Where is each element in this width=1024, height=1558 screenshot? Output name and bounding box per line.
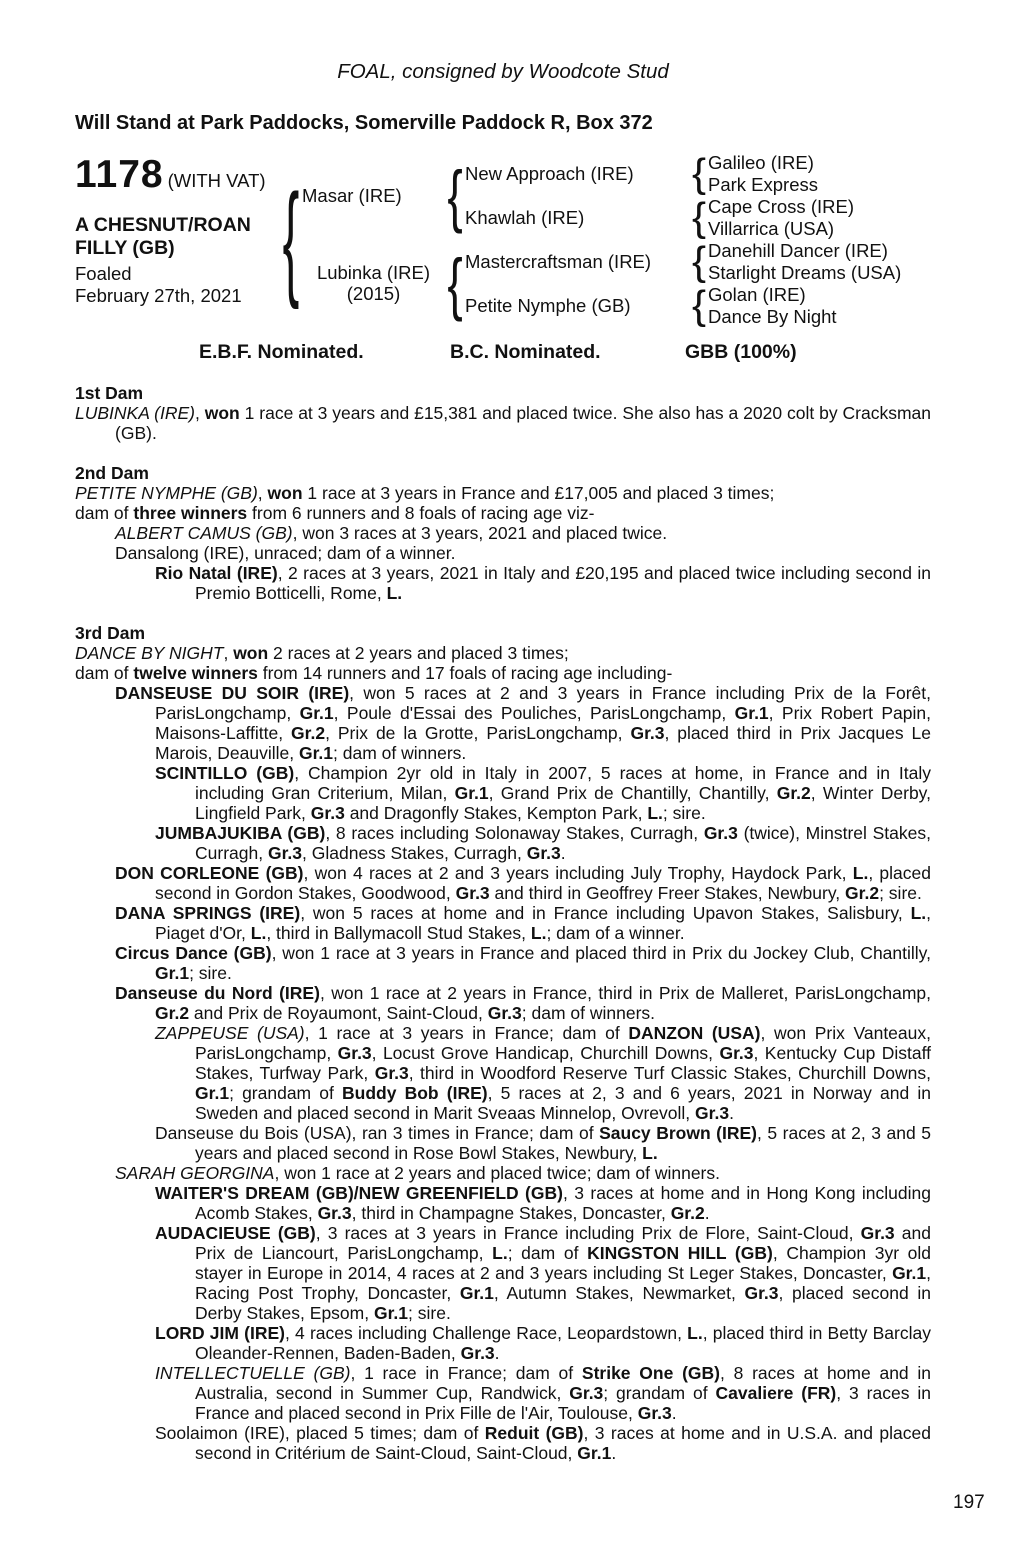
text-run: L. bbox=[687, 1323, 703, 1343]
text-run: Danseuse du Nord (IRE) bbox=[115, 983, 320, 1003]
brace-glyph: { bbox=[691, 282, 707, 327]
text-run: . bbox=[494, 1343, 500, 1363]
gp-brace-3 bbox=[690, 239, 708, 283]
text-run: . bbox=[611, 1443, 617, 1463]
text-run: Saucy Brown (IRE) bbox=[599, 1123, 758, 1143]
text-run: dam of bbox=[75, 663, 134, 683]
text-run: Soolaimon (IRE), placed 5 times; dam of bbox=[155, 1423, 485, 1443]
text-run: Gr.3 bbox=[569, 1383, 604, 1403]
text-run: Gr.3 bbox=[637, 1403, 672, 1423]
gp-brace-2 bbox=[690, 195, 708, 239]
pedigree-paragraph bbox=[75, 663, 931, 683]
ggp-cell bbox=[708, 196, 931, 217]
text-run: won bbox=[267, 483, 303, 503]
ggp-name: Park Express bbox=[708, 173, 819, 195]
text-run: twelve winners bbox=[133, 663, 258, 683]
dam-year: (2015) bbox=[346, 283, 401, 304]
pedigree-paragraph bbox=[75, 1023, 931, 1123]
text-run: L. bbox=[642, 1143, 658, 1163]
main-brace bbox=[280, 151, 302, 327]
text-run: L. bbox=[852, 863, 869, 883]
text-run: Gr.1 bbox=[373, 1303, 409, 1323]
text-run: Gr.3 bbox=[526, 843, 561, 863]
ggp-cell bbox=[708, 218, 931, 239]
ggp-name: Danehill Dancer (IRE) bbox=[708, 239, 888, 261]
pedigree-sections bbox=[75, 383, 931, 1463]
pedigree-paragraph bbox=[75, 683, 931, 763]
text-run: ; sire. bbox=[189, 963, 232, 983]
text-run: Gr.1 bbox=[155, 963, 190, 983]
ggp-name: Starlight Dreams (USA) bbox=[708, 261, 902, 283]
sire-dam-name: Khawlah (IRE) bbox=[465, 206, 585, 228]
text-run: , won 3 races at 3 years, 2021 and placed twice. bbox=[292, 523, 668, 543]
dam-cell bbox=[302, 262, 445, 304]
text-run: , Gladness Stakes, Curragh, bbox=[302, 843, 527, 863]
pedigree-paragraph bbox=[75, 403, 931, 443]
text-run: Strike One (GB) bbox=[581, 1363, 720, 1383]
text-run: ALBERT CAMUS (GB) bbox=[115, 523, 293, 543]
text-run: three winners bbox=[133, 503, 248, 523]
pedigree-table bbox=[75, 151, 931, 327]
text-run: , Prix de la Grotte, ParisLongchamp, bbox=[325, 723, 631, 743]
text-run: Gr.1 bbox=[299, 703, 334, 723]
nominations-line bbox=[75, 341, 931, 363]
sire-cell bbox=[302, 185, 445, 206]
text-run: ; dam of bbox=[507, 1243, 588, 1263]
brace-glyph: { bbox=[447, 244, 463, 322]
text-run: Gr.1 bbox=[892, 1263, 927, 1283]
brace-glyph: { bbox=[691, 238, 707, 283]
lot-description bbox=[75, 214, 280, 260]
brace-glyph: { bbox=[447, 156, 463, 234]
text-run: won bbox=[233, 643, 269, 663]
text-run: Gr.3 bbox=[337, 1043, 372, 1063]
text-run: ; dam of a winner. bbox=[546, 923, 685, 943]
text-run: , won 5 races at home and in France including Upavon Stakes, Salisbury, bbox=[300, 903, 911, 923]
gp-brace-4 bbox=[690, 283, 708, 327]
text-run: Dansalong (IRE), unraced; dam of a winner. bbox=[115, 543, 456, 563]
text-run: L. bbox=[250, 923, 267, 943]
brace-glyph: { bbox=[691, 194, 707, 239]
text-run: , won Prix Vanteaux, ParisLongchamp, bbox=[195, 1023, 931, 1063]
text-run: Gr.1 bbox=[298, 743, 334, 763]
text-run: ZAPPEUSE (USA) bbox=[155, 1023, 305, 1043]
ggp-cell bbox=[708, 306, 931, 327]
text-run: WAITER'S DREAM (GB)/NEW GREENFIELD (GB) bbox=[155, 1183, 563, 1203]
text-run: ; grandam of bbox=[229, 1083, 343, 1103]
text-run: 1 race at 3 years and £15,381 and placed twice. She also has a 2020 colt by Cracksman (GB). bbox=[115, 403, 931, 443]
pedigree-paragraph bbox=[75, 983, 931, 1023]
lot-number-line bbox=[75, 153, 280, 197]
lot-description-line2: FILLY (GB) bbox=[75, 237, 175, 259]
text-run: , bbox=[257, 483, 268, 503]
text-run: Gr.3 bbox=[487, 1003, 522, 1023]
text-run: ; grandam of bbox=[603, 1383, 716, 1403]
text-run: JUMBAJUKIBA (GB) bbox=[155, 823, 326, 843]
text-run: , Champion 3yr old stayer in Europe in 2014, 4 races at 2 and 3 years including St Leger Stakes, Doncaster, bbox=[195, 1243, 931, 1283]
ggp-cell bbox=[708, 284, 931, 305]
bc-nomination: B.C. Nominated. bbox=[450, 341, 601, 363]
text-run: ; dam of winners. bbox=[333, 743, 467, 763]
sire-brace bbox=[445, 151, 465, 239]
text-run: L. bbox=[647, 803, 663, 823]
text-run: Gr.3 bbox=[630, 723, 665, 743]
ggp-cell bbox=[708, 262, 931, 283]
text-run: , won 1 race at 3 years in France and placed third in Prix du Jockey Club, Chantilly, bbox=[271, 943, 931, 963]
text-run: ; sire. bbox=[662, 803, 706, 823]
text-run: and third in Geoffrey Freer Stakes, Newbury, bbox=[489, 883, 846, 903]
text-run: Gr.3 bbox=[744, 1283, 779, 1303]
lot-number: 1178 bbox=[75, 153, 164, 196]
ggp-cell bbox=[708, 174, 931, 195]
text-run: Gr.3 bbox=[860, 1223, 895, 1243]
ggp-name: Galileo (IRE) bbox=[708, 151, 814, 173]
section-heading: 1st Dam bbox=[75, 383, 144, 403]
pedigree-paragraph bbox=[75, 563, 931, 603]
text-run: ; dam of winners. bbox=[521, 1003, 656, 1023]
pedigree-paragraph bbox=[75, 863, 931, 903]
text-run: KINGSTON HILL (GB) bbox=[587, 1243, 773, 1263]
text-run: , Grand Prix de Chantilly, Chantilly, bbox=[488, 783, 777, 803]
text-run: Gr.2 bbox=[776, 783, 811, 803]
text-run: Gr.2 bbox=[155, 1003, 190, 1023]
text-run: , third in Champagne Stakes, Doncaster, bbox=[351, 1203, 671, 1223]
text-run: , 3 races at 3 years in France including Prix de Flore, Saint-Cloud, bbox=[315, 1223, 861, 1243]
text-run: L. bbox=[386, 583, 403, 603]
text-run: Gr.2 bbox=[670, 1203, 705, 1223]
pedigree-paragraph bbox=[75, 1323, 931, 1363]
text-run: . bbox=[704, 1203, 710, 1223]
text-run: , Champion 2yr old in Italy in 2007, 5 races at home, in France and in Italy including Gran Criterium, Milan, bbox=[195, 763, 931, 803]
text-run: Gr.1 bbox=[195, 1083, 230, 1103]
text-run: Gr.3 bbox=[695, 1103, 730, 1123]
text-run: , Piaget d'Or, bbox=[155, 903, 931, 943]
foaled-label: Foaled bbox=[75, 263, 132, 284]
sire-sire-cell bbox=[465, 163, 690, 184]
text-run: ; sire. bbox=[408, 1303, 451, 1323]
text-run: DANA SPRINGS (IRE) bbox=[115, 903, 301, 923]
text-run: , Prix Robert Papin, Maisons-Laffitte, bbox=[155, 703, 931, 743]
pedigree-paragraph bbox=[75, 483, 931, 503]
text-run: PETITE NYMPHE (GB) bbox=[75, 483, 258, 503]
ggp-cell bbox=[708, 152, 931, 173]
text-run: , third in Ballymacoll Stud Stakes, bbox=[266, 923, 531, 943]
brace-glyph: { bbox=[691, 150, 707, 195]
ggp-name: Golan (IRE) bbox=[708, 283, 806, 305]
ggp-name: Villarrica (USA) bbox=[708, 217, 835, 239]
dam-dam-name: Petite Nymphe (GB) bbox=[465, 294, 631, 316]
text-run: , 3 races in France and placed second in Prix Fille de l'Air, Toulouse, bbox=[195, 1383, 931, 1423]
foaled-date: February 27th, 2021 bbox=[75, 285, 242, 306]
text-run: L. bbox=[530, 923, 547, 943]
text-run: Gr.2 bbox=[291, 723, 326, 743]
text-run: , bbox=[223, 643, 234, 663]
pedigree-paragraph bbox=[75, 823, 931, 863]
pedigree-paragraph bbox=[75, 503, 931, 523]
text-run: Gr.3 bbox=[310, 803, 345, 823]
text-run: , 1 race in France; dam of bbox=[350, 1363, 582, 1383]
text-run: Gr.1 bbox=[734, 703, 769, 723]
pedigree-paragraph bbox=[75, 643, 931, 663]
sire-dam-cell bbox=[465, 207, 690, 228]
dam-sire-cell bbox=[465, 251, 690, 272]
text-run: and Dragonfly Stakes, Kempton Park, bbox=[344, 803, 648, 823]
text-run: . bbox=[560, 843, 566, 863]
text-run: , won 4 races at 2 and 3 years including July Trophy, Haydock Park, bbox=[303, 863, 853, 883]
lot-vat-note: (WITH VAT) bbox=[167, 170, 266, 191]
pedigree-paragraph bbox=[75, 763, 931, 823]
text-run: SCINTILLO (GB) bbox=[155, 763, 295, 783]
sire-name: Masar (IRE) bbox=[302, 184, 402, 206]
text-run: ; sire. bbox=[879, 883, 922, 903]
text-run: Cavaliere (FR) bbox=[715, 1383, 837, 1403]
text-run: Buddy Bob (IRE) bbox=[342, 1083, 488, 1103]
text-run: , third in Woodford Reserve Turf Classic Stakes, Churchill Downs, bbox=[408, 1063, 932, 1083]
pedigree-paragraph bbox=[75, 1183, 931, 1223]
text-run: , Autumn Stakes, Newmarket, bbox=[493, 1283, 745, 1303]
text-run: Gr.3 bbox=[317, 1203, 352, 1223]
text-run: , 1 race at 3 years in France; dam of bbox=[304, 1023, 629, 1043]
text-run: , placed second in Gordon Stakes, Goodwood, bbox=[155, 863, 931, 903]
text-run: Gr.3 bbox=[267, 843, 303, 863]
text-run: 2 races at 2 years and placed 3 times; bbox=[268, 643, 569, 663]
text-run: , 2 races at 3 years, 2021 in Italy and £20,195 and placed twice including second in Premio Botticelli, Rome, bbox=[195, 563, 931, 603]
lot-description-line1: A CHESNUT/ROAN bbox=[75, 214, 251, 236]
text-run: Gr.3 bbox=[455, 883, 490, 903]
pedigree-paragraph bbox=[75, 1423, 931, 1463]
text-run: , Locust Grove Handicap, Churchill Downs, bbox=[371, 1043, 720, 1063]
text-run: LUBINKA (IRE) bbox=[75, 403, 195, 423]
text-run: , placed second in Derby Stakes, Epsom, bbox=[195, 1283, 931, 1323]
gp-brace-1 bbox=[690, 151, 708, 195]
text-run: , Poule d'Essai des Pouliches, ParisLongchamp, bbox=[333, 703, 735, 723]
text-run: 1 race at 3 years in France and £17,005 and placed 3 times; bbox=[302, 483, 775, 503]
text-run: from 14 runners and 17 foals of racing age including- bbox=[257, 663, 673, 683]
text-run: Circus Dance (GB) bbox=[115, 943, 272, 963]
text-run: , 3 races at home and in Hong Kong including Acomb Stakes, bbox=[195, 1183, 931, 1223]
pedigree-paragraph bbox=[75, 943, 931, 983]
text-run: , 8 races at home and in Australia, second in Summer Cup, Randwick, bbox=[195, 1363, 932, 1403]
text-run: INTELLECTUELLE (GB) bbox=[155, 1363, 351, 1383]
text-run: Gr.1 bbox=[454, 783, 489, 803]
pedigree-paragraph bbox=[75, 1223, 931, 1323]
pedigree-paragraph bbox=[75, 1363, 931, 1423]
gbb-note: GBB (100%) bbox=[685, 341, 797, 363]
sire-sire-name: New Approach (IRE) bbox=[465, 162, 634, 184]
pedigree-paragraph bbox=[75, 903, 931, 943]
text-run: , won 1 race at 2 years and placed twice; dam of winners. bbox=[274, 1163, 720, 1183]
text-run: DANZON (USA) bbox=[628, 1023, 761, 1043]
stand-location-line: Will Stand at Park Paddocks, Somerville Paddock R, Box 372 bbox=[75, 112, 653, 134]
dam-brace bbox=[445, 239, 465, 327]
text-run: DANCE BY NIGHT bbox=[75, 643, 224, 663]
section-heading: 3rd Dam bbox=[75, 623, 146, 643]
text-run: and Prix de Royaumont, Saint-Cloud, bbox=[189, 1003, 488, 1023]
section-heading: 2nd Dam bbox=[75, 463, 149, 483]
dam-dam-cell bbox=[465, 295, 690, 316]
dam-sire-name: Mastercraftsman (IRE) bbox=[465, 250, 652, 272]
text-run: dam of bbox=[75, 503, 134, 523]
text-run: Rio Natal (IRE) bbox=[155, 563, 278, 583]
ggp-name: Cape Cross (IRE) bbox=[708, 195, 854, 217]
text-run: Gr.3 bbox=[719, 1043, 754, 1063]
text-run: , bbox=[194, 403, 205, 423]
text-run: Gr.1 bbox=[577, 1443, 612, 1463]
text-run: (twice), Minstrel Stakes, Curragh, bbox=[195, 823, 931, 863]
dam-name: Lubinka (IRE) bbox=[316, 262, 431, 283]
page-number: 197 bbox=[953, 1492, 985, 1513]
text-run: L. bbox=[492, 1243, 508, 1263]
foaled-block bbox=[75, 263, 280, 307]
text-run: Gr.2 bbox=[845, 883, 880, 903]
page-content bbox=[75, 0, 931, 1463]
text-run: , Kentucky Cup Distaff Stakes, Turfway Park, bbox=[195, 1043, 931, 1083]
ebf-nomination: E.B.F. Nominated. bbox=[199, 341, 364, 363]
pedigree-paragraph bbox=[75, 1123, 931, 1163]
text-run: Danseuse du Bois (USA), ran 3 times in France; dam of bbox=[155, 1123, 600, 1143]
ggp-name: Dance By Night bbox=[708, 305, 837, 327]
text-run: won bbox=[204, 403, 240, 423]
text-run: Gr.3 bbox=[460, 1343, 495, 1363]
pedigree-paragraph bbox=[75, 523, 931, 543]
text-run: , placed third in Prix Jacques Le Marois, Deauville, bbox=[155, 723, 931, 763]
text-run: AUDACIEUSE (GB) bbox=[155, 1223, 316, 1243]
text-run: , 8 races including Solonaway Stakes, Curragh, bbox=[325, 823, 704, 843]
text-run: . bbox=[729, 1103, 734, 1123]
text-run: and Prix de Liancourt, ParisLongchamp, bbox=[195, 1223, 931, 1263]
text-run: , Racing Post Trophy, Doncaster, bbox=[195, 1263, 931, 1303]
text-run: DON CORLEONE (GB) bbox=[115, 863, 304, 883]
text-run: , 4 races including Challenge Race, Leopardstown, bbox=[284, 1323, 688, 1343]
lot-header bbox=[75, 151, 280, 307]
pedigree-paragraph bbox=[75, 543, 931, 563]
consignor-line: FOAL, consigned by Woodcote Stud bbox=[337, 60, 669, 83]
text-run: DANSEUSE DU SOIR (IRE) bbox=[115, 683, 350, 703]
text-run: , won 5 races at 2 and 3 years in France including Prix de la Forêt, ParisLongchamp, bbox=[155, 683, 931, 723]
text-run: , 3 races at home and in U.S.A. and placed second in Critérium de Saint-Cloud, Saint-Cloud, bbox=[195, 1423, 931, 1463]
brace-glyph: { bbox=[282, 167, 300, 311]
text-run: . bbox=[671, 1403, 677, 1423]
pedigree-paragraph bbox=[75, 1163, 931, 1183]
text-run: LORD JIM (IRE) bbox=[155, 1323, 285, 1343]
text-run: , Winter Derby, Lingfield Park, bbox=[195, 783, 931, 823]
text-run: Gr.3 bbox=[703, 823, 738, 843]
text-run: , 5 races at 2, 3 and 6 years, 2021 in Norway and in Sweden and placed second in Marit Sveaas Minnelop, Ovrevoll, bbox=[195, 1083, 931, 1123]
text-run: Gr.3 bbox=[374, 1063, 409, 1083]
text-run: from 6 runners and 8 foals of racing age viz- bbox=[247, 503, 595, 523]
text-run: , 5 races at 2, 3 and 5 years and placed second in Rose Bowl Stakes, Newbury, bbox=[195, 1123, 931, 1163]
text-run: SARAH GEORGINA bbox=[115, 1163, 275, 1183]
text-run: , won 1 race at 2 years in France, third in Prix de Malleret, ParisLongchamp, bbox=[319, 983, 931, 1003]
text-run: , placed third in Betty Barclay Oleander-Rennen, Baden-Baden, bbox=[195, 1323, 931, 1363]
text-run: Gr.1 bbox=[459, 1283, 494, 1303]
text-run: Reduit (GB) bbox=[484, 1423, 584, 1443]
ggp-cell bbox=[708, 240, 931, 261]
text-run: L. bbox=[910, 903, 927, 923]
